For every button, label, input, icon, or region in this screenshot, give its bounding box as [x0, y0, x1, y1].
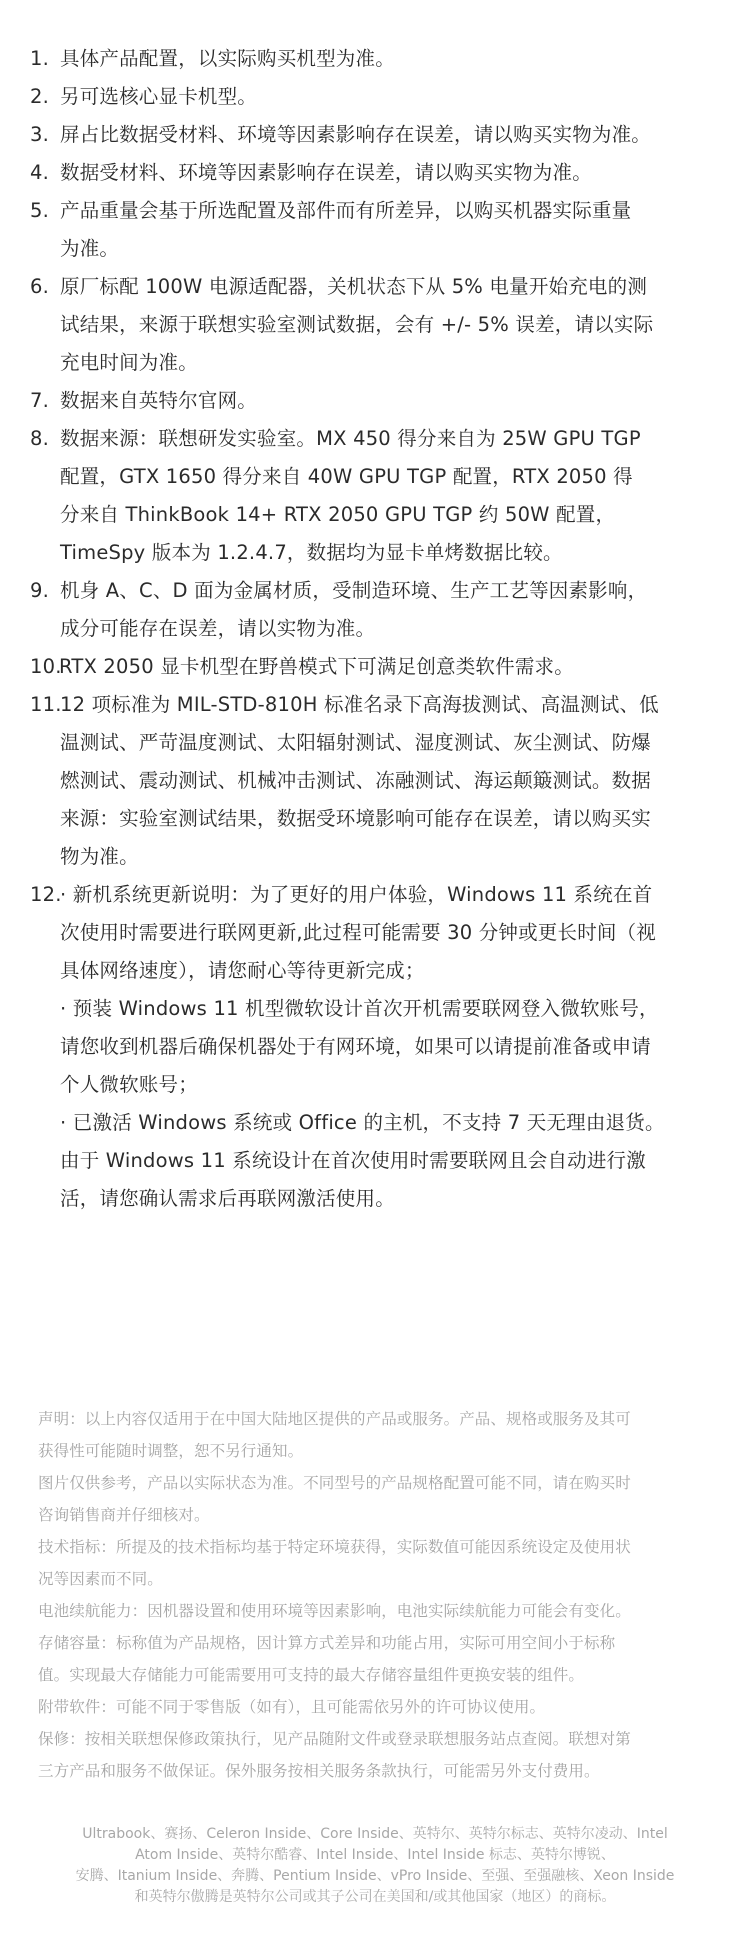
- footnote-text: [60, 420, 720, 572]
- footnote-line: 活，请您确认需求后再联网激活使用。: [60, 1187, 395, 1210]
- disclaimer-line: 保修：按相关联想保修政策执行，见产品随附文件或登录联想服务站点查阅。联想对第: [38, 1730, 631, 1748]
- footnote-number: 6.: [30, 275, 50, 298]
- disclaimer-line: 值。实现最大存储能力可能需要用可支持的最大存储容量组件更换安装的组件。: [38, 1666, 585, 1684]
- footnote-line: 为准。: [60, 237, 120, 260]
- footnote-item: [30, 154, 720, 192]
- footnote-number: 11.: [30, 693, 62, 716]
- footnote-item: [30, 116, 720, 154]
- footnote-line: 数据受材料、环境等因素影响存在误差，请以购买实物为准。: [60, 161, 592, 184]
- footnote-number: 7.: [30, 389, 50, 412]
- footnote-line: 具体产品配置，以实际购买机型为准。: [60, 47, 395, 70]
- footnote-item: [30, 40, 720, 78]
- footnote-item: [30, 192, 720, 268]
- footnote-line: 产品重量会基于所选配置及部件而有所差异，以购买机器实际重量: [60, 199, 632, 222]
- footnote-text: [60, 876, 720, 1218]
- disclaimer-line: 获得性可能随时调整，恕不另行通知。: [38, 1442, 304, 1460]
- footnote-line: 燃测试、震动测试、机械冲击测试、冻融测试、海运颠簸测试。数据: [60, 769, 652, 792]
- footnote-line: 具体网络速度），请您耐心等待更新完成；: [60, 959, 425, 982]
- footnote-list: [30, 40, 720, 1218]
- footnote-text: [60, 382, 720, 420]
- disclaimer-line: 声明：以上内容仅适用于在中国大陆地区提供的产品或服务。产品、规格或服务及其可: [38, 1410, 631, 1428]
- footnote-line: 温测试、严苛温度测试、太阳辐射测试、湿度测试、灰尘测试、防爆: [60, 731, 652, 754]
- footnote-item: [30, 648, 720, 686]
- disclaimer-line: 咨询销售商并仔细核对。: [38, 1506, 210, 1524]
- footnote-line: · 预装 Windows 11 机型微软设计首次开机需要联网登入微软账号，: [60, 997, 659, 1020]
- footnote-line: 原厂标配 100W 电源适配器，关机状态下从 5% 电量开始充电的测: [60, 275, 648, 298]
- footnote-line: 12 项标准为 MIL-STD-810H 标准名录下高海拔测试、高温测试、低: [60, 693, 659, 716]
- disclaimer-line: 电池续航能力：因机器设置和使用环境等因素影响，电池实际续航能力可能会有变化。: [38, 1602, 631, 1620]
- footnote-item: [30, 382, 720, 420]
- footnote-item: [30, 78, 720, 116]
- disclaimer-line: 存储容量：标称值为产品规格，因计算方式差异和功能占用，实际可用空间小于标称: [38, 1634, 616, 1652]
- footnote-line: 配置，GTX 1650 得分来自 40W GPU TGP 配置，RTX 2050 得: [60, 465, 633, 488]
- footnote-line: 请您收到机器后确保机器处于有网环境，如果可以请提前准备或申请: [60, 1035, 652, 1058]
- disclaimer-line: 三方产品和服务不做保证。保外服务按相关服务条款执行，可能需另外支付费用。: [38, 1762, 600, 1780]
- footnote-line: 分来自 ThinkBook 14+ RTX 2050 GPU TGP 约 50W 配置，: [60, 503, 616, 526]
- trademark-line: Atom Inside、英特尔酷睿、Intel Inside、Intel Inside 标志、英特尔博锐、: [135, 1847, 615, 1863]
- footnote-line: 数据来源：联想研发实验室。MX 450 得分来自为 25W GPU TGP: [60, 427, 641, 450]
- footnote-line: 屏占比数据受材料、环境等因素影响存在误差，请以购买实物为准。: [60, 123, 652, 146]
- footnote-line: 个人微软账号；: [60, 1073, 198, 1096]
- footnote-line: 成分可能存在误差，请以实物为准。: [60, 617, 376, 640]
- disclaimer-line: 图片仅供参考，产品以实际状态为准。不同型号的产品规格配置可能不同，请在购买时: [38, 1474, 631, 1492]
- footnote-line: 试结果，来源于联想实验室测试数据，会有 +/- 5% 误差，请以实际: [60, 313, 654, 336]
- footnote-line: · 新机系统更新说明：为了更好的用户体验，Windows 11 系统在首: [60, 883, 653, 906]
- disclaimer-line: 附带软件：可能不同于零售版（如有），且可能需依另外的许可协议使用。: [38, 1698, 546, 1716]
- disclaimer-line: 技术指标：所提及的技术指标均基于特定环境获得，实际数值可能因系统设定及使用状: [38, 1538, 631, 1556]
- trademark-line: 安腾、Itanium Inside、奔腾、Pentium Inside、vPro Inside、至强、至强融核、Xeon Inside: [75, 1868, 675, 1884]
- footnote-line: 由于 Windows 11 系统设计在首次使用时需要联网且会自动进行激: [60, 1149, 646, 1172]
- footnote-number: 2.: [30, 85, 50, 108]
- footnote-line: 充电时间为准。: [60, 351, 198, 374]
- footnote-number: 12.: [30, 883, 62, 906]
- trademark-notice: [20, 1824, 730, 1908]
- footnote-item: [30, 572, 720, 648]
- footnote-item: [30, 268, 720, 382]
- footnote-line: · 已激活 Windows 系统或 Office 的主机，不支持 7 天无理由退货。: [60, 1111, 665, 1134]
- footnote-number: 5.: [30, 199, 50, 222]
- footnote-text: [60, 268, 720, 382]
- footnote-number: 3.: [30, 123, 50, 146]
- footnote-text: [60, 572, 720, 648]
- footnote-number: 9.: [30, 579, 50, 602]
- footnote-line: 次使用时需要进行联网更新,此过程可能需要 30 分钟或更长时间（视: [60, 921, 657, 944]
- footnote-line: 机身 A、C、D 面为金属材质，受制造环境、生产工艺等因素影响，: [60, 579, 648, 602]
- footnote-line: 数据来自英特尔官网。: [60, 389, 258, 412]
- footnote-number: 10.: [30, 655, 62, 678]
- footnote-item: [30, 876, 720, 1218]
- footnote-text: [60, 154, 720, 192]
- trademark-line: 和英特尔傲腾是英特尔公司或其子公司在美国和/或其他国家（地区）的商标。: [134, 1889, 616, 1905]
- footnote-line: 来源：实验室测试结果，数据受环境影响可能存在误差，请以购买实: [60, 807, 652, 830]
- footnote-number: 4.: [30, 161, 50, 184]
- legal-disclaimer: [38, 1403, 718, 1787]
- disclaimer-line: 况等因素而不同。: [38, 1570, 163, 1588]
- footnote-text: [59, 648, 720, 686]
- trademark-line: Ultrabook、赛扬、Celeron Inside、Core Inside、英特尔、英特尔标志、英特尔凌动、Intel: [82, 1826, 668, 1842]
- footnote-item: [30, 686, 720, 876]
- footnote-number: 8.: [30, 427, 50, 450]
- footnote-text: [60, 40, 720, 78]
- footnote-line: RTX 2050 显卡机型在野兽模式下可满足创意类软件需求。: [59, 655, 574, 678]
- footnote-text: [60, 116, 720, 154]
- footnote-item: [30, 420, 720, 572]
- footnote-line: 物为准。: [60, 845, 139, 868]
- footnote-text: [60, 78, 720, 116]
- footnote-number: 1.: [30, 47, 50, 70]
- footnote-line: TimeSpy 版本为 1.2.4.7，数据均为显卡单烤数据比较。: [60, 541, 563, 564]
- footnote-text: [60, 686, 720, 876]
- footnote-line: 另可选核心显卡机型。: [60, 85, 258, 108]
- footnote-text: [60, 192, 720, 268]
